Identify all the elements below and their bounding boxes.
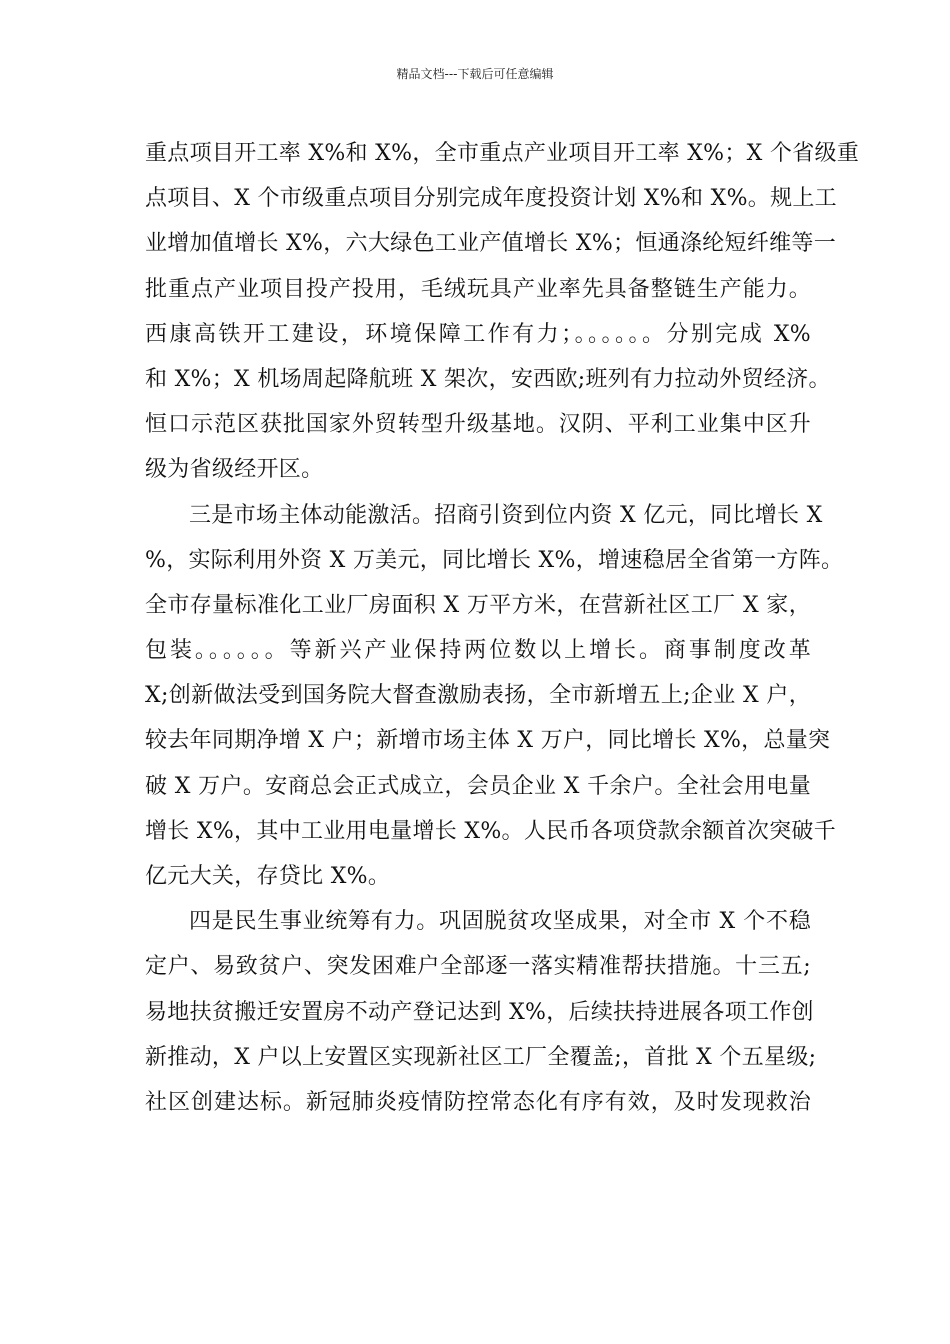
text-line: 和 X%；X 机场周起降航班 X 架次，安西欧;班列有力拉动外贸经济。 — [145, 366, 831, 392]
text-line: 重点项目开工率 X%和 X%，全市重点产业项目开工率 X%；X 个省级重 — [145, 141, 860, 166]
paragraph-first-line: 三是市场主体动能激活。招商引资到位内资 X 亿元，同比增长 X — [189, 502, 823, 528]
text-line: 业增加值增长 X%，六大绿色工业产值增长 X%；恒通涤纶短纤维等一 — [145, 231, 837, 257]
text-line: 新推动，X 户以上安置区实现新社区工厂全覆盖;，首批 X 个五星级; — [145, 1044, 817, 1070]
text-line: 破 X 万户。安商总会正式成立，会员企业 X 千余户。全社会用电量 — [145, 773, 811, 799]
page-header: 精品文档---下载后可任意编辑 — [396, 67, 554, 81]
text-line: 易地扶贫搬迁安置房不动产登记达到 X%，后续扶持进展各项工作创 — [145, 999, 814, 1025]
text-line: X;创新做法受到国务院大督查激励表扬，全市新增五上;企业 X 户， — [145, 683, 811, 709]
text-line: 批重点产业项目投产投用，毛绒玩具产业率先具备整链生产能力。 — [145, 276, 811, 302]
text-line: 级为省级经开区。 — [145, 457, 324, 483]
paragraph-first-line: 四是民生事业统筹有力。巩固脱贫攻坚成果，对全市 X 个不稳 — [189, 909, 811, 935]
text-line: 西康高铁开工建设，环境保障工作有力；。。。。。。分别完成 X% — [145, 321, 811, 347]
text-line: 定户、易致贫户、突发困难户全部逐一落实精准帮扶措施。十三五; — [145, 954, 811, 980]
text-line: 包装。。。。。。等新兴产业保持两位数以上增长。商事制度改革 — [145, 638, 811, 664]
text-line: 亿元大关，存贷比 X%。 — [145, 864, 391, 889]
text-line: 恒口示范区获批国家外贸转型升级基地。汉阴、平利工业集中区升 — [145, 412, 811, 438]
text-line: 增长 X%，其中工业用电量增长 X%。人民币各项贷款余额首次突破千 — [145, 818, 837, 844]
text-line: 全市存量标准化工业厂房面积 X 万平方米，在营新社区工厂 X 家， — [145, 592, 811, 618]
text-line: 点项目、X 个市级重点项目分别完成年度投资计划 X%和 X%。规上工 — [145, 186, 837, 212]
text-line: 社区创建达标。新冠肺炎疫情防控常态化有序有效，及时发现救治 — [145, 1089, 811, 1115]
document-body — [145, 131, 860, 1125]
text-line: %，实际利用外资 X 万美元，同比增长 X%，增速稳居全省第一方阵。 — [145, 547, 844, 573]
text-line: 较去年同期净增 X 户；新增市场主体 X 万户，同比增长 X%，总量突 — [145, 728, 831, 754]
